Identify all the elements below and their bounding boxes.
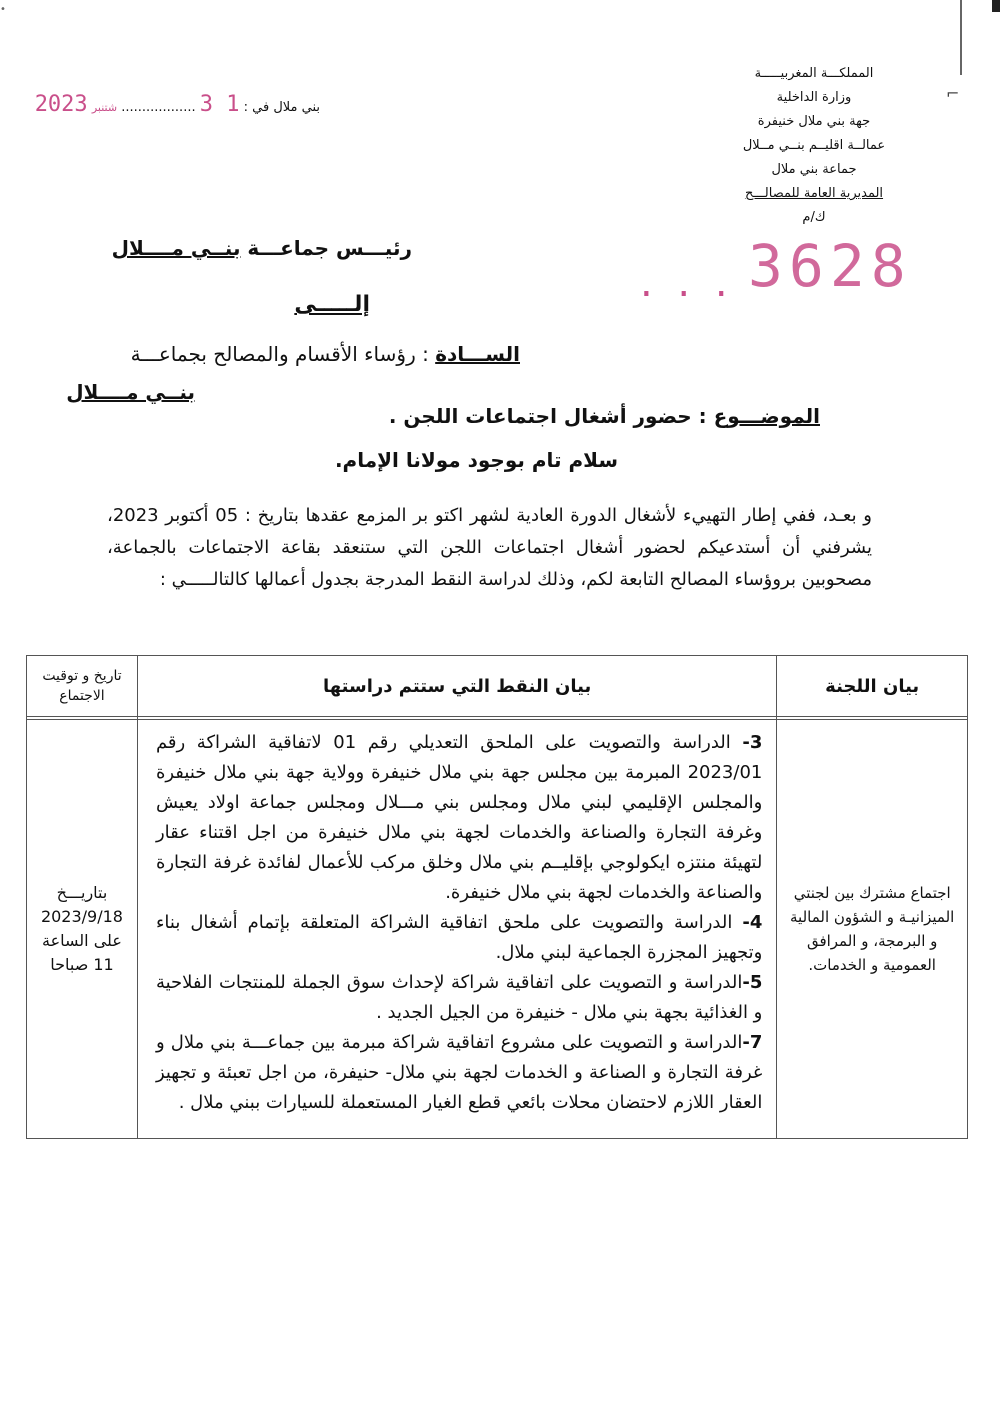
date-dots: .................. [121, 100, 196, 115]
date-cell-line: 2023/9/18 [40, 907, 123, 926]
letterhead-line: جماعة بني ملال [771, 162, 857, 177]
scan-edge-mark [960, 0, 976, 75]
subject [389, 404, 820, 428]
cell-points [137, 720, 776, 1139]
letterhead-line: ك/م [802, 210, 826, 225]
header-date: تاريخ و توقيت الاجتماع [27, 656, 138, 717]
addressee [131, 342, 520, 366]
addressee-line2: بنــي مــــلال [66, 380, 195, 404]
letterhead-line: عمالــة اقليــم بنــي مــلال [742, 138, 886, 153]
to-label: إلـــــى [294, 292, 370, 317]
sender-name: بنــي مــــلال [111, 236, 241, 260]
agenda-item-number: 3- [742, 732, 763, 753]
pen-tick-mark: ⌐ [946, 84, 960, 103]
agenda-item [156, 908, 762, 968]
date-cell-line: بتاريـــخ [56, 883, 108, 902]
agenda-item-number: 5- [742, 972, 763, 993]
date-cell-line: 11 صباحا [50, 955, 114, 974]
reference-stamp-dots: . . . [640, 260, 734, 306]
cell-committee: اجتماع مشترك بين لجنتي الميزانيـة و الشؤون المالية و البرمجة، و المرافق العمومية و الخدمات. [777, 720, 968, 1139]
agenda-item-text: الدراسة و التصويت على مشروع اتفاقية شراكة مبرمة بين جماعـــة بني ملال و غرفة التجارة و الصناعة و الخدمات لجهة بني ملال- حنيفرة، من اجل تعبئة و تجهيز العقار اللازم لاحتضان محلات بائعي قطع الغيار المستعملة للسيارات ببني ملال . [155, 1032, 763, 1113]
agenda-item-text: الدراسة و التصويت على اتفاقية شراكة لإحداث سوق الجملة للمنتجات الفلاحية و الغذائية بجهة بني ملال - خنيفرة من الجيل الجديد . [155, 972, 763, 1023]
agenda-table [26, 655, 968, 1139]
letterhead-line: المملكـــة المغربيـــــة [754, 66, 874, 81]
table-header-row [27, 656, 968, 717]
date-stamp-month: شتنبر [91, 101, 118, 114]
letterhead [704, 62, 924, 230]
agenda-item-text: الدراسة والتصويت على ملحق اتفاقية الشراكة المتعلقة بإتمام أشغال بناء وتجهيز المجزرة الجماعية لبني ملال. [155, 912, 763, 963]
date-cell-line: على الساعة [42, 931, 122, 950]
subject-label: الموضـــوع [713, 404, 820, 428]
header-points: بيان النقط التي ستتم دراستها [137, 656, 776, 717]
scan-left-mark: • [0, 4, 6, 15]
date-prefix: بني ملال في : [243, 100, 320, 115]
sender [112, 236, 412, 260]
agenda-item-number: 7- [742, 1032, 763, 1053]
cell-date [27, 720, 138, 1139]
date-stamp-year: 2023 [34, 92, 88, 117]
date-line [34, 92, 320, 117]
scan-corner-mark [992, 0, 1000, 12]
agenda-item [156, 968, 762, 1028]
sender-prefix: رئيـــس جماعـــة [240, 236, 412, 260]
agenda-item [156, 728, 762, 908]
header-committee: بيان اللجنة [777, 656, 968, 717]
body-paragraph: و بعـد، ففي إطار التهييء لأشغال الدورة العادية لشهر اكتو بر المزمع عقدها بتاريخ : 05 أكتوبر 2023، يشرفني أن أستدعيكم لحضور أشغال اجتماعات اللجن التي ستنعقد بقاعة الاجتماعات بالجماعة، مصحوبين بروؤساء المصالح التابعة لكم، وذلك لدراسة النقط المدرجة بجدول أعمالها كالتالـــــي : [107, 505, 873, 590]
agenda-item [156, 1028, 762, 1118]
letterhead-line: المديرية العامة للمصالـــح [744, 186, 884, 201]
addressee-title: الســـادة [435, 342, 520, 366]
letterhead-line: جهة بني ملال خنيفرة [757, 114, 871, 129]
table-row [27, 720, 968, 1139]
agenda-item-text: الدراسة والتصويت على الملحق التعديلي رقم 01 لاتفاقية الشراكة رقم 2023/01 المبرمة بين مجلس جهة بني ملال خنيفرة وولاية جهة بني ملال خنيفرة والمجلس الإقليمي لبني ملال ومجلس بني مـــلال ومجلس جماعة اولاد يعيش وغرفة التجارة والصناعة والخدمات لجهة بني ملال خنيفرة من اجل اقتناء عقار لتهيئة منتزه ايكولوجي بإقليــم بني ملال وخلق مركب للأعمال لفائدة غرفة التجارة والصناعة والخدمات لجهة بني ملال خنيفرة. [155, 732, 763, 903]
date-stamp-day: 1 3 [199, 92, 240, 117]
addressee-text: : رؤساء الأقسام والمصالح بجماعـــة [130, 342, 436, 366]
reference-stamp-number: 3628 [748, 232, 912, 300]
agenda-item-number: 4- [742, 912, 763, 933]
greeting: سلام تام بوجود مولانا الإمام. [334, 448, 618, 472]
subject-text: : حضور أشغال اجتماعات اللجن . [388, 404, 714, 428]
letterhead-line: وزارة الداخلية [776, 90, 852, 105]
